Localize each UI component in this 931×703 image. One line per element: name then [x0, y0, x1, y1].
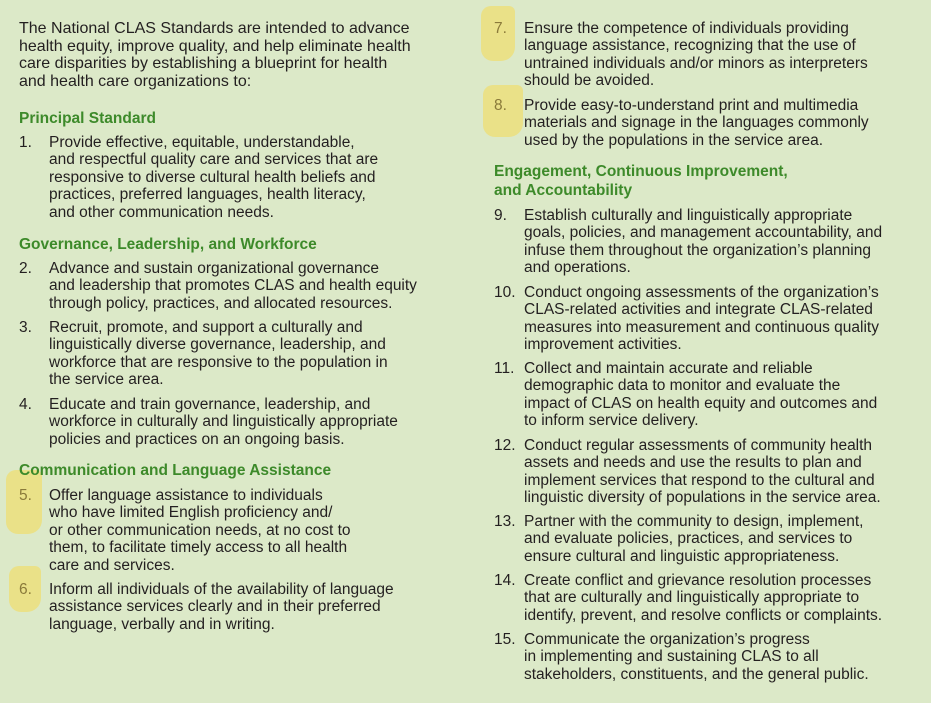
item-line: through policy, practices, and allocated resources.	[49, 294, 393, 312]
item-line: implement services that respond to the cultural and	[524, 471, 875, 489]
item-line: materials and signage in the languages commonly	[524, 114, 869, 132]
item-line: workforce in culturally and linguistically appropriate	[49, 413, 398, 431]
item-number: 7.	[494, 20, 507, 37]
item-line: practices, preferred languages, health literacy,	[49, 186, 366, 204]
item-number: 13.	[494, 513, 516, 530]
item-line: responsive to diverse cultural health beliefs and	[49, 168, 376, 186]
item-line: assistance services clearly and in their preferred	[49, 598, 381, 616]
item-line: care and services.	[49, 556, 175, 574]
item-line: Offer language assistance to individuals	[49, 487, 323, 504]
item-line: and leadership that promotes CLAS and health equity	[49, 277, 417, 295]
item-line: Establish culturally and linguistically appropriate	[524, 207, 853, 224]
item-number: 8.	[494, 97, 507, 114]
section-heading-engagement	[494, 162, 788, 200]
heading-line: and Accountability	[494, 182, 633, 199]
item-line: ensure cultural and linguistic appropriateness.	[524, 547, 840, 565]
item-line: goals, policies, and management accountability, and	[524, 224, 883, 242]
item-number: 14.	[494, 572, 516, 589]
item-number: 11.	[494, 360, 515, 377]
item-number: 4.	[19, 396, 32, 413]
item-line: linguistically diverse governance, leadership, and	[49, 336, 386, 354]
item-line: workforce that are responsive to the population in	[49, 353, 388, 371]
intro-line: and health care organizations to:	[19, 72, 252, 90]
item-number: 15.	[494, 631, 516, 648]
item-line: Provide easy-to-understand print and multimedia	[524, 97, 859, 114]
section-heading-principal: Principal Standard	[19, 110, 156, 127]
item-line: identify, prevent, and resolve conflicts or complaints.	[524, 606, 883, 624]
item-line: language, verbally and in writing.	[49, 615, 275, 633]
item-line: CLAS-related activities and integrate CLAS-related	[524, 301, 873, 319]
item-number: 3.	[19, 319, 32, 336]
intro-line: The National CLAS Standards are intended to advance	[19, 20, 410, 37]
item-line: measures into measurement and continuous quality	[524, 318, 879, 336]
item-line: Conduct ongoing assessments of the organization’s	[524, 284, 879, 301]
item-number: 10.	[494, 284, 516, 301]
item-line: Create conflict and grievance resolution processes	[524, 572, 872, 589]
item-line: linguistic diversity of populations in the service area.	[524, 489, 881, 507]
item-line: Conduct regular assessments of community health	[524, 437, 873, 454]
item-number: 6.	[19, 581, 32, 598]
item-line: and respectful quality care and services that are	[49, 151, 379, 169]
item-line: Recruit, promote, and support a culturally and	[49, 319, 363, 336]
item-number: 9.	[494, 207, 507, 224]
intro-line: health equity, improve quality, and help eliminate health	[19, 37, 411, 55]
item-line: improvement activities.	[524, 336, 682, 354]
item-line: that are culturally and linguistically appropriate to	[524, 589, 860, 607]
item-line: them, to facilitate timely access to all health	[49, 539, 348, 557]
item-line: Advance and sustain organizational governance	[49, 260, 380, 277]
item-line: or other communication needs, at no cost to	[49, 521, 351, 539]
item-line: used by the populations in the service area.	[524, 131, 823, 149]
item-line: Partner with the community to design, implement,	[524, 513, 864, 530]
section-heading-communication: Communication and Language Assistance	[19, 462, 332, 479]
item-line: stakeholders, constituents, and the general public.	[524, 665, 869, 683]
item-line: and other communication needs.	[49, 203, 274, 221]
item-line: infuse them throughout the organization’s planning	[524, 241, 871, 259]
item-line: Provide effective, equitable, understandable,	[49, 134, 355, 151]
item-line: Inform all individuals of the availability of language	[49, 581, 394, 598]
item-line: in implementing and sustaining CLAS to all	[524, 648, 819, 666]
item-line: demographic data to monitor and evaluate the	[524, 377, 841, 395]
item-line: and operations.	[524, 259, 631, 277]
section-heading-governance: Governance, Leadership, and Workforce	[19, 236, 317, 253]
item-line: to inform service delivery.	[524, 412, 699, 430]
item-line: untrained individuals and/or minors as interpreters	[524, 54, 868, 72]
item-line: the service area.	[49, 371, 164, 389]
item-line: should be avoided.	[524, 72, 655, 90]
item-line: assets and needs and use the results to plan and	[524, 454, 862, 472]
item-number: 12.	[494, 437, 516, 454]
item-number: 2.	[19, 260, 32, 277]
item-line: Collect and maintain accurate and reliable	[524, 360, 813, 377]
item-number: 1.	[19, 134, 32, 151]
item-line: policies and practices on an ongoing basis.	[49, 430, 345, 448]
item-number: 5.	[19, 487, 32, 504]
item-line: Communicate the organization’s progress	[524, 631, 810, 648]
heading-line: Engagement, Continuous Improvement,	[494, 163, 788, 180]
item-line: and evaluate policies, practices, and services to	[524, 530, 853, 548]
intro-line: care disparities by establishing a blueprint for health	[19, 55, 388, 73]
item-line: who have limited English proficiency and/	[49, 504, 333, 522]
intro-paragraph	[19, 20, 459, 90]
item-line: Educate and train governance, leadership, and	[49, 396, 371, 413]
item-line: Ensure the competence of individuals providing	[524, 20, 849, 37]
item-line: impact of CLAS on health equity and outcomes and	[524, 394, 878, 412]
item-line: language assistance, recognizing that the use of	[524, 37, 856, 55]
